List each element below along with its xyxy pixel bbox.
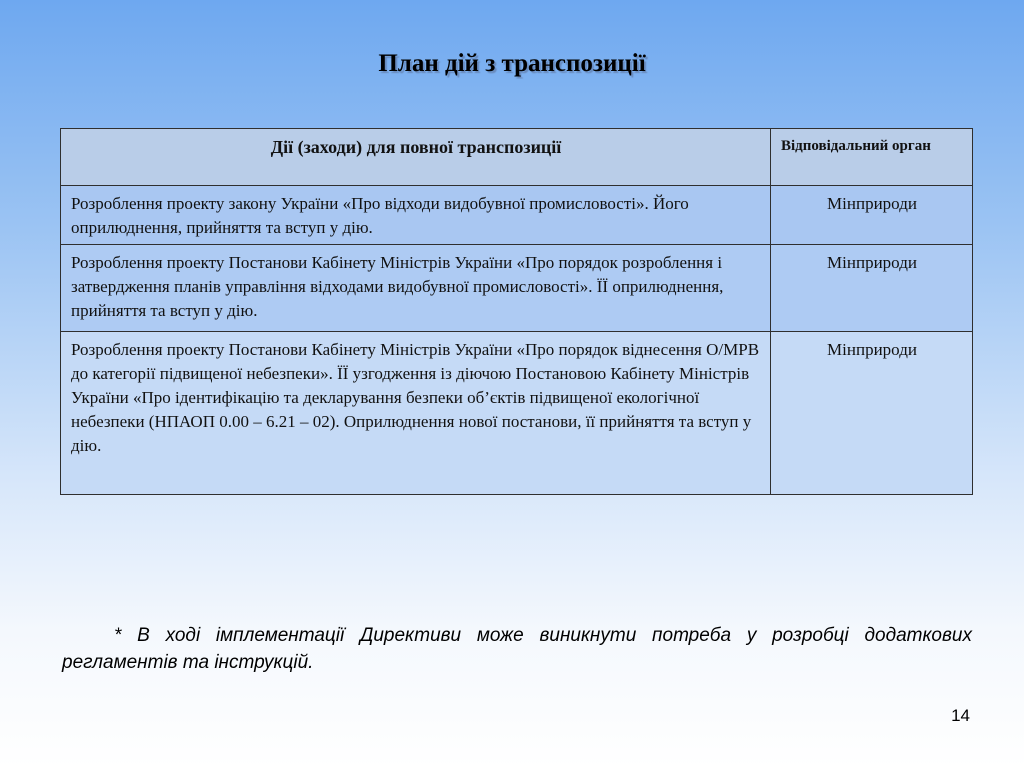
table-row xyxy=(61,245,973,332)
page-number: 14 xyxy=(951,706,970,725)
slide-title: План дій з транспозиції xyxy=(378,50,646,77)
header-responsible: Відповідальний орган xyxy=(771,129,973,186)
responsible-cell: Мінприроди xyxy=(771,245,973,332)
transposition-plan-table xyxy=(60,128,973,495)
responsible-cell: Мінприроди xyxy=(771,332,973,495)
header-actions: Дії (заходи) для повної транспозиції xyxy=(61,129,771,186)
action-cell: Розроблення проекту Постанови Кабінету Міністрів України «Про порядок віднесення О/МРВ до категорії підвищеної небезпеки». ЇЇ узгодження із діючою Постановою Кабінету Міністрів України «Про ідентифікацію та декларування безпеки об’єктів підвищеної екологічної небезпеки (НПАОП 0.00 – 6.21 – 02). Оприлюднення нової постанови, її прийняття та вступ у дію. xyxy=(61,332,771,495)
table-row xyxy=(61,186,973,245)
action-cell: Розроблення проекту закону України «Про відходи видобувної промисловості». Його оприлюднення, прийняття та вступ у дію. xyxy=(61,186,771,245)
table-header-row xyxy=(61,129,973,186)
action-cell: Розроблення проекту Постанови Кабінету Міністрів України «Про порядок розроблення і затвердження планів управління відходами видобувної промисловості». ЇЇ оприлюднення, прийняття та вступ у дію. xyxy=(61,245,771,332)
table-row xyxy=(61,332,973,495)
responsible-cell: Мінприроди xyxy=(771,186,973,245)
footnote: * В ході імплементації Директиви може виникнути потреба у розробці додаткових регламентів та інструкцій. xyxy=(62,625,972,673)
